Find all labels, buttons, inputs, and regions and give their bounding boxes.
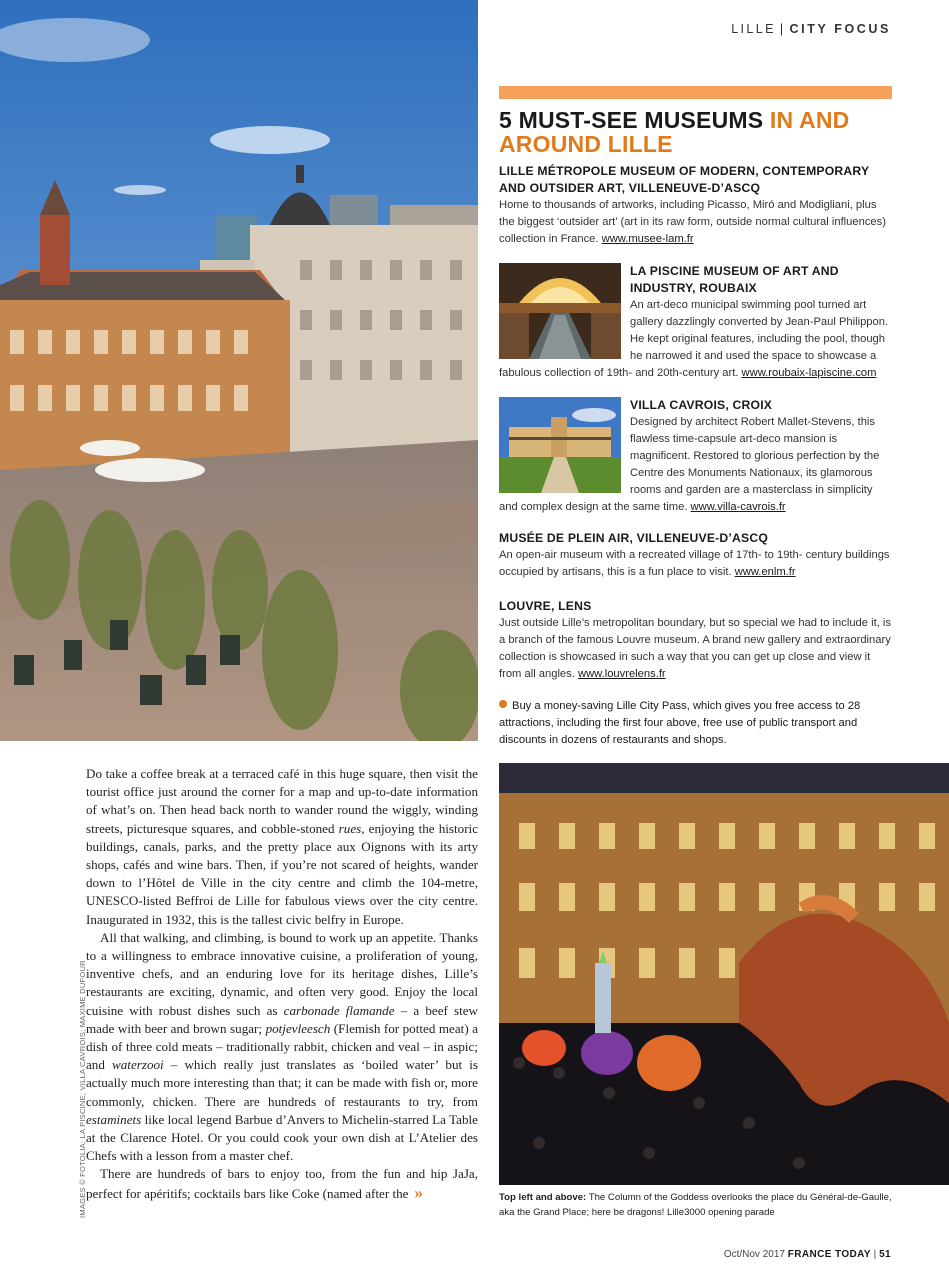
bullet-dot-icon [499,700,507,708]
museum-link[interactable]: www.villa-cavrois.fr [690,501,786,513]
body-text-run: There are hundreds of bars to enjoy too, from the fun and hip JaJa, perfect for apéritifs; cocktails bars like Coke (named after the [86,1166,478,1201]
body-italic-run: rues [338,820,362,836]
body-text-run: , enjoying the historic buildings, canals, parks, and the pretty place aux Oignons with its arty shops, cafés and wine bars. Then, if you’re not scared of heights, wander down to l’Hôtel de Ville in the city centre and climb the 104-metre, UNESCO-listed Beffroi de Lille for fabulous views over the city centre. Inaugurated in 1932, this is the tallest civic belfry in Europe. [86,820,479,927]
museum-entry-louvre-lens [499,598,891,683]
body-text-run: Do take a coffee break at a terraced café in this huge square, then visit the tourist office just around the corner for a map and up-to-date information of what’s on. Then head back north to wander round the wiggly, winding streets, picturesque squares, and cobble-stoned [86,766,478,836]
continue-arrow-icon: » [414,1182,423,1202]
issue-date: Oct/Nov 2017 [723,1249,785,1260]
museum-description: Designed by architect Robert Mallet-Stevens, this flawless time-capsule art-deco mansion is magnificent. Restored to glorious perfection by the Centre des Monuments Nationaux, its glamorous rooms and garden are a masterclass in simplicity and complex design at the same time. [499,416,880,513]
museum-description: Just outside Lille’s metropolitan boundary, but so special we had to include it, is a branch of the famous Louvre museum. A brand new gallery and extraordinary collection is showcased in such a way that you can get up close and view it from all angles. [499,617,891,680]
museum-title: LOUVRE, LENS [499,599,592,613]
feature-title [499,108,891,156]
museum-title: MUSÉE DE PLEIN AIR, VILLENEUVE-D’ASCQ [499,531,769,545]
image-credit: IMAGES © FOTOLIA; LA PISCINE; VILLA CAVROIS; MAXIME DUFOUR [78,960,87,1218]
photo-caption [499,1190,899,1220]
museum-entry-cavrois [499,397,891,516]
body-italic-run: carbonade flamande [283,1002,395,1018]
museum-link[interactable]: www.roubaix-lapiscine.com [741,367,877,379]
body-paragraph-1 [86,765,478,929]
caption-lead: Top left and above: [499,1192,587,1203]
body-text-run: All that walking, and climbing, is bound to work up an appetite. Thanks to a willingness to embrace innovative cuisine, a proliferation of young, inventive chefs, and an enduring love for its heritage dishes, Lille’s restaurants are exciting, dynamic, and often very good. Enjoy the local cuisine with robust dishes such as [86,929,478,1018]
museum-description: An art-deco municipal swimming pool turned art gallery dazzlingly converted by Jean-Paul Philippon. He kept original features, including the pool, though he narrowed it and used the space to showcase a fabulous collection of 19th- and 20th-century art. [499,299,889,379]
header-topic: CITY FOCUS [789,22,891,36]
body-text-run: – a beef stew made with beer and brown sugar; [86,1002,479,1036]
dragon-parade-photo [499,763,949,1185]
museum-description: An open-air museum with a recreated village of 17th- to 19th- century buildings occupied by artisans, this is a fun place to visit. [499,549,890,578]
museum-title: LILLE MÉTROPOLE MUSEUM OF MODERN, CONTEMPORARY AND OUTSIDER ART, VILLENEUVE-D’ASCQ [499,164,870,195]
body-italic-run: waterzooi [112,1057,164,1073]
museum-entry-plein-air [499,530,891,581]
museum-title: VILLA CAVROIS, CROIX [630,398,773,412]
body-paragraph-2 [86,929,478,1166]
magazine-name: FRANCE TODAY [787,1249,871,1260]
page-folio: Oct/Nov 2017 FRANCE TODAY | 51 [723,1249,891,1260]
city-pass-tip [499,698,891,749]
body-italic-run: potjevleesch [265,1020,331,1036]
museum-entry-lam [499,163,891,248]
header-section: LILLE [731,22,776,36]
running-header: LILLE | CITY FOCUS [731,22,891,36]
body-text-run: – which really just translates as ‘boiled water’ but is actually much more interesting than that; it can be made with fish or, more commonly, chicken. There are hundreds of restaurants to try, from [86,1057,478,1109]
grand-place-photo [0,0,478,741]
museum-title: LA PISCINE MUSEUM OF ART AND INDUSTRY, ROUBAIX [630,264,839,295]
feature-accent-bar [499,86,892,99]
la-piscine-photo [499,263,621,359]
body-text-run: like local legend Barbue d’Anvers to Michelin-starred La Table at the Clarence Hotel. Or you could cook your own dish at L’Atelier des Chefs with a lesson from a master chef. [86,1111,478,1164]
body-paragraph-3 [86,1165,478,1202]
museum-description: Home to thousands of artworks, including Picasso, Miró and Modigliani, plus the biggest ‘outsider art’ (art in its raw form, outside normal cultural influences) collection in France. [499,199,886,245]
museum-link[interactable]: www.musee-lam.fr [601,233,694,245]
city-pass-text: Buy a money-saving Lille City Pass, which gives you free access to 28 attractions, including the first four above, free use of public transport and discounts in dozens of restaurants and shops. [499,700,861,746]
feature-title-main: 5 MUST-SEE MUSEUMS [499,107,764,133]
page-number: 51 [879,1249,891,1260]
villa-cavrois-photo [499,397,621,493]
caption-text: The Column of the Goddess overlooks the place du Général-de-Gaulle, aka the Grand Place; here be dragons! Lille3000 opening parade [499,1192,892,1218]
body-italic-run: estaminets [86,1111,142,1127]
body-text-run: (Flemish for potted meat) a dish of three cold meats – traditionally rabbit, chicken and veal – in aspic; and [86,1020,478,1073]
feature-title-accent: IN AND AROUND LILLE [499,107,850,157]
article-body [86,765,478,1203]
museum-entry-piscine [499,263,891,382]
museum-link[interactable]: www.enlm.fr [734,566,796,578]
museum-link[interactable]: www.louvrelens.fr [577,668,666,680]
